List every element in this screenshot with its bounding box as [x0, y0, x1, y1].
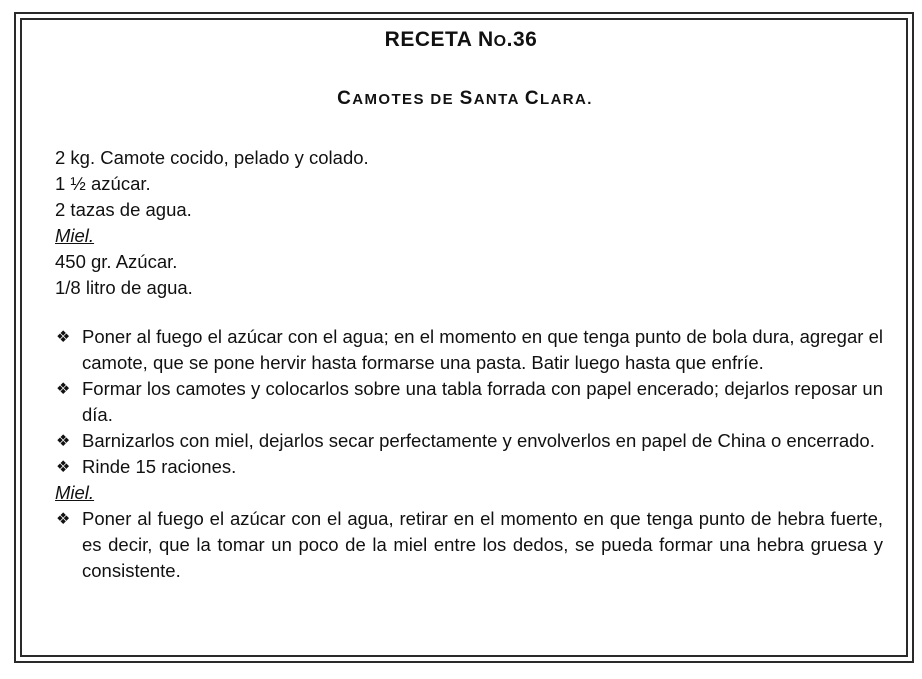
title-main: RECETA N: [384, 28, 494, 51]
miel-section-label-2: Miel.: [55, 482, 95, 503]
step-text: Formar los camotes y colocarlos sobre una tabla forrada con papel encerado; dejarlos reposar un día.: [82, 378, 883, 425]
subtitle-word: CLARA.: [524, 88, 593, 109]
step-text: Rinde 15 raciones.: [82, 456, 237, 477]
subtitle-word: CAMOTES DE: [337, 88, 460, 109]
subtitle-word: SANTA: [459, 88, 525, 109]
ingredient-line: 450 gr. Azúcar.: [55, 251, 178, 272]
instruction-step: [55, 506, 883, 584]
ingredient-line: 1/8 litro de agua.: [55, 277, 193, 298]
instruction-step: [55, 376, 883, 428]
title-number: .36: [506, 28, 538, 51]
diamond-bullet-icon: ❖: [56, 327, 71, 346]
step-text: Poner al fuego el azúcar con el agua; en el momento en que tenga punto de bola dura, agregar el camote, que se pone hervir hasta formarse una pasta. Batir luego hasta que enfríe.: [82, 326, 883, 373]
instructions-list: [55, 324, 883, 584]
diamond-bullet-icon: ❖: [56, 431, 71, 450]
instruction-step: [55, 454, 883, 480]
diamond-bullet-icon: ❖: [56, 509, 71, 528]
title-o: O: [493, 33, 507, 50]
recipe-title: [0, 28, 922, 52]
step-text: Barnizarlos con miel, dejarlos secar perfectamente y envolverlos en papel de China o encerrado.: [82, 430, 875, 451]
diamond-bullet-icon: ❖: [56, 457, 71, 476]
ingredient-line: 2 kg. Camote cocido, pelado y colado.: [55, 147, 369, 168]
ingredient-line: 2 tazas de agua.: [55, 199, 192, 220]
ingredient-line: 1 ½ azúcar.: [55, 173, 151, 194]
ingredients-list: [55, 145, 875, 301]
miel-section-label: Miel.: [55, 225, 95, 246]
step-text: Poner al fuego el azúcar con el agua, retirar en el momento en que tenga punto de hebra fuerte, es decir, que la tomar un poco de la miel entre los dedos, se pueda formar una hebra gruesa y consistente.: [82, 508, 883, 581]
recipe-subtitle: [0, 88, 922, 110]
diamond-bullet-icon: ❖: [56, 379, 71, 398]
instruction-step: [55, 324, 883, 376]
instruction-step: [55, 428, 883, 454]
